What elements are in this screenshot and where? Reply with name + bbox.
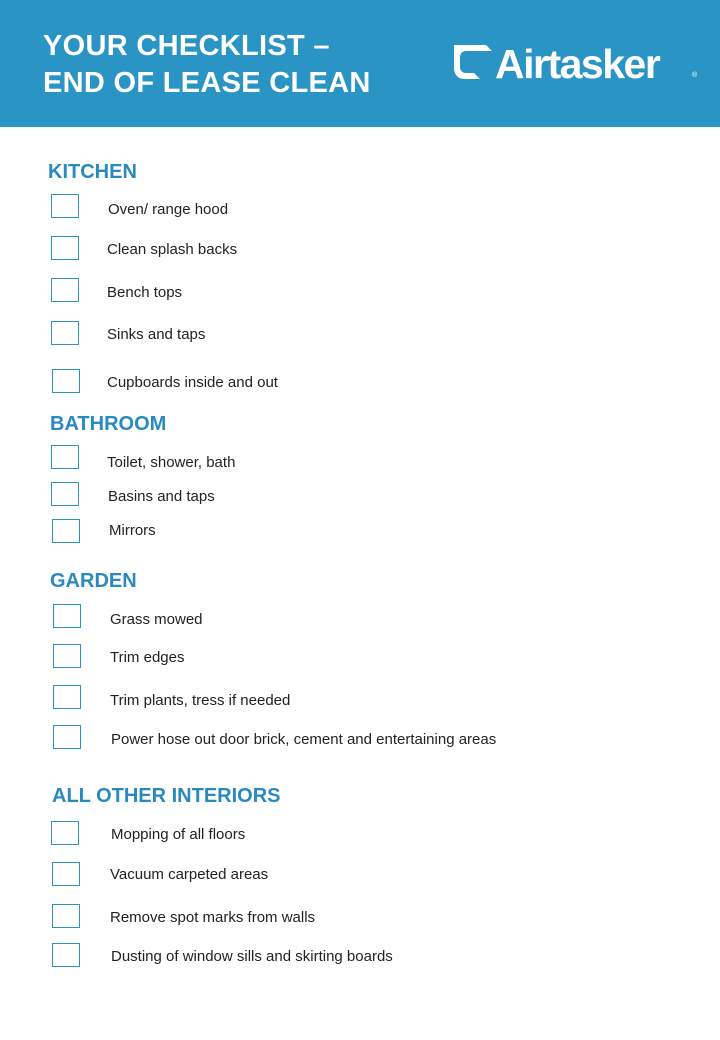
checkbox[interactable]	[53, 644, 81, 668]
section-title-garden: GARDEN	[50, 570, 137, 592]
checkbox[interactable]	[53, 604, 81, 628]
checklist-item-label: Mopping of all floors	[111, 826, 246, 843]
checklist-item-label: Clean splash backs	[107, 241, 238, 258]
section-title-kitchen: KITCHEN	[48, 161, 137, 183]
checkbox[interactable]	[51, 278, 79, 302]
checklist-item-label: Trim plants, tress if needed	[110, 692, 291, 709]
checkbox[interactable]	[51, 821, 79, 845]
checkbox[interactable]	[53, 725, 81, 749]
checkbox[interactable]	[51, 194, 79, 218]
checklist-item-label: Grass mowed	[110, 611, 203, 628]
checklist-item-label: Mirrors	[109, 522, 156, 539]
checkbox[interactable]	[52, 519, 80, 543]
checklist-item-label: Sinks and taps	[107, 326, 206, 343]
page-title	[43, 28, 371, 102]
header-banner	[0, 0, 720, 127]
checklist-item-label: Bench tops	[107, 284, 183, 301]
checkbox[interactable]	[51, 236, 79, 260]
airtasker-logo	[452, 40, 702, 88]
checklist-item-label: Power hose out door brick, cement and entertaining areas	[111, 731, 497, 748]
checklist-item-label: Remove spot marks from walls	[110, 909, 316, 926]
section-title-bathroom: BATHROOM	[50, 413, 167, 435]
checklist-item-label: Cupboards inside and out	[107, 374, 278, 391]
checkbox[interactable]	[51, 445, 79, 469]
checklist-item-label: Basins and taps	[108, 488, 215, 505]
checkbox[interactable]	[53, 685, 81, 709]
checkbox[interactable]	[52, 904, 80, 928]
checklist-item-label: Dusting of window sills and skirting boards	[111, 948, 393, 965]
checklist-item-label: Oven/ range hood	[108, 201, 229, 218]
checkbox[interactable]	[52, 943, 80, 967]
checkbox[interactable]	[51, 321, 79, 345]
checkbox[interactable]	[51, 482, 79, 506]
airtasker-logo-icon	[452, 42, 496, 82]
checklist-item-label: Toilet, shower, bath	[107, 454, 236, 471]
logo-wordmark: Airtasker	[495, 41, 660, 87]
checkbox[interactable]	[52, 862, 80, 886]
title-line-2: END OF LEASE CLEAN	[43, 67, 371, 99]
checkbox[interactable]	[52, 369, 80, 393]
section-title-all-other-interiors: ALL OTHER INTERIORS	[52, 785, 281, 807]
checklist-item-label: Trim edges	[110, 649, 185, 666]
registered-mark: ®	[692, 72, 698, 79]
title-line-1: YOUR CHECKLIST –	[43, 30, 330, 62]
checklist-item-label: Vacuum carpeted areas	[110, 866, 269, 883]
